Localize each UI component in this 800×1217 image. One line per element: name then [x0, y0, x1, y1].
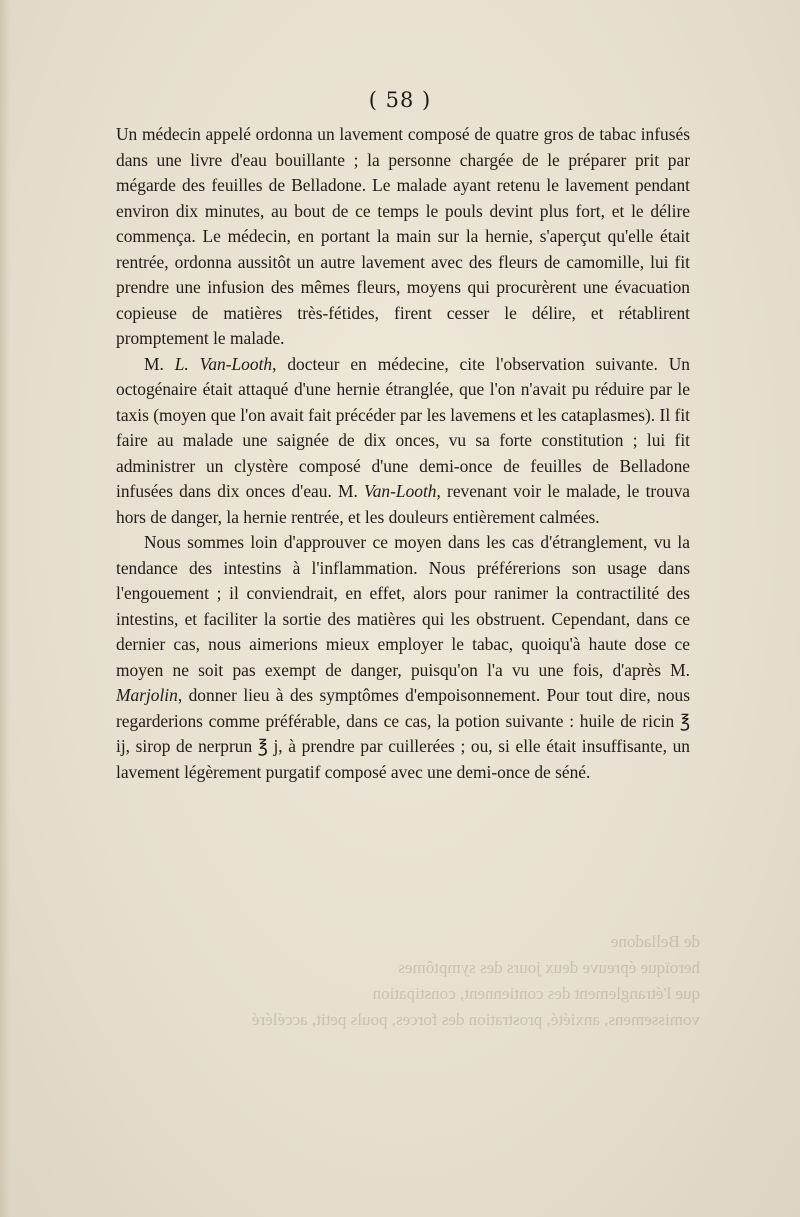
page-number: ( 58 ) [368, 88, 432, 112]
bleed-through-line-1: de Belladone [610, 932, 700, 951]
bleed-through-line-3: que l'étranglement des contiennent, constipation [372, 984, 700, 1003]
page-edge-shadow [0, 0, 10, 1217]
bleed-through-line-2: heroïque épreuve deux jours des symptômes [398, 958, 700, 977]
paragraph-3 [116, 530, 690, 785]
paragraph-3-part-2: , donner lieu à des symptômes d'empoisonnement. Pour tout dire, nous regarderions comme préférable, dans ce cas, la potion suivante : huile de ricin ℥ ij, sirop de nerprun ℥ j, à prendre par cuillerées ; ou, si elle était insuffisante, un lavement légèrement purgatif composé avec une demi-once de séné. [116, 685, 690, 782]
author-name-van-looth: L. Van-Looth [174, 353, 273, 374]
author-name-marjolin: Marjolin [116, 685, 178, 705]
paragraph-1: Un médecin appelé ordonna un lavement composé de quatre gros de tabac infusés dans une livre d'eau bouillante ; la personne chargée de le préparer prit par mégarde des feuilles de Belladone. Le malade ayant retenu le lavement pendant environ dix minutes, au bout de ce temps le pouls devint plus fort, et le délire commença. Le médecin, en portant la main sur la hernie, s'aperçut qu'elle était rentrée, ordonna aussitôt un autre lavement avec des fleurs de camomille, lui fit prendre une infusion des mêmes fleurs, moyens qui procurèrent une évacuation copieuse de matières très-fétides, firent cesser le délire, et rétablirent promptement le malade. [116, 124, 690, 348]
paragraph-2-part-3: , revenant voir le malade, le trouva hors de danger, la hernie rentrée, et les douleurs entièrement calmées. [116, 481, 691, 527]
paragraph-3-part-1: Nous sommes loin d'approuver ce moyen dans les cas d'étranglement, vu la tendance des intestins à l'inflammation. Nous préférerions son usage dans l'engouement ; il conviendrait, en effet, alors pour ranimer la contractilité des intestins, et faciliter la sortie des matières qui les obstruent. Cependant, dans ce dernier cas, nous aimerions mieux employer le tabac, quoiqu'à haute dose ce moyen ne soit pas exempt de danger, puisqu'on l'a vu une fois, d'après M. [116, 532, 690, 680]
paragraph-2-part-2: , docteur en médecine, cite l'observation suivante. Un octogénaire était attaqué d'une hernie étranglée, que l'on n'avait pu réduire par le taxis (moyen que l'on avait fait précéder par les lavemens et les cataplasmes). Il fit faire au malade une saignée de dix onces, vu sa forte constitution ; lui fit administrer un clystère composé d'une demi-once de feuilles de Belladone infusées dans dix onces d'eau. M. [116, 353, 690, 501]
bleed-through-line-4: vomissemens, anxiété, prostration des forces, pouls petit, accéléré [252, 1010, 700, 1029]
paragraph-2 [116, 352, 690, 531]
body-text [116, 122, 690, 785]
author-name-van-looth-2: Van-Looth [364, 481, 437, 501]
paragraph-2-part-1: M. [144, 353, 175, 374]
